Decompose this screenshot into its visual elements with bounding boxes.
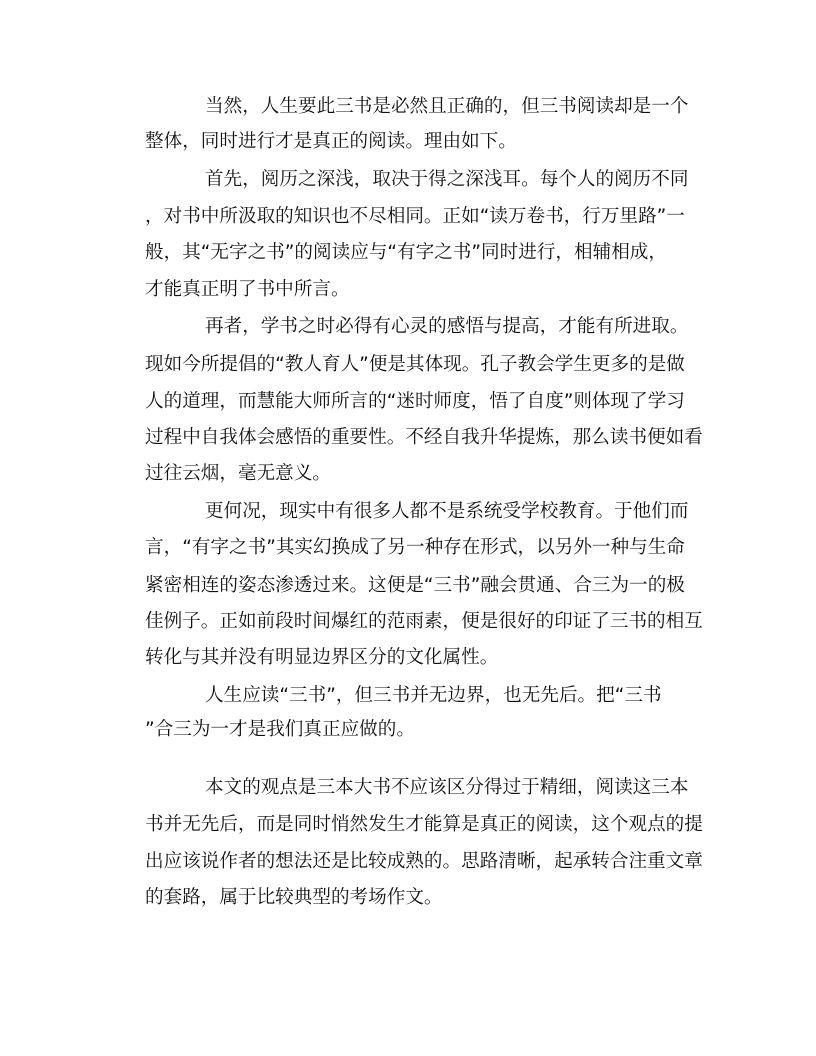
essay-paragraph-2-line-1: 首先，阅历之深浅，取决于得之深浅耳。每个人的阅历不同 xyxy=(205,169,689,190)
essay-paragraph-5-line-1: 人生应读“三书”，但三书并无边界，也无先后。把“三书 xyxy=(205,685,662,706)
essay-paragraph-4-line-5: 转化与其并没有明显边界区分的文化属性。 xyxy=(145,647,499,668)
comment-line-4: 的套路，属于比较典型的考场作文。 xyxy=(145,887,443,908)
essay-paragraph-2-line-4: 才能真正明了书中所言。 xyxy=(145,279,350,300)
essay-paragraph-3-line-5: 过往云烟，毫无意义。 xyxy=(145,463,331,484)
essay-paragraph-3-line-4: 过程中自我体会感悟的重要性。不经自我升华提炼，那么读书便如看 xyxy=(145,427,703,448)
essay-paragraph-2-line-2: ，对书中所汲取的知识也不尽相同。正如“读万卷书，行万里路”一 xyxy=(145,206,685,227)
essay-paragraph-2-line-3: 般，其“无字之书”的阅读应与“有字之书”同时进行，相辅相成， xyxy=(145,242,667,263)
comment-line-1: 本文的观点是三本大书不应该区分得过于精细，阅读这三本 xyxy=(205,777,689,798)
essay-paragraph-1-line-1: 当然，人生要此三书是必然且正确的，但三书阅读却是一个 xyxy=(205,96,689,117)
comment-line-3: 出应该说作者的想法还是比较成熟的。思路清晰，起承转合注重文章 xyxy=(145,851,703,872)
essay-paragraph-1-line-2: 整体，同时进行才是真正的阅读。理由如下。 xyxy=(145,131,517,152)
essay-paragraph-4-line-1: 更何况，现实中有很多人都不是系统受学校教育。于他们而 xyxy=(205,501,689,522)
comment-line-2: 书并无先后，而是同时悄然发生才能算是真正的阅读，这个观点的提 xyxy=(145,814,703,835)
essay-paragraph-4-line-3: 紧密相连的姿态渗透过来。这便是“三书”融会贯通、合三为一的极 xyxy=(145,575,685,596)
essay-paragraph-3-line-3: 人的道理，而慧能大师所言的“迷时师度，悟了自度”则体现了学习 xyxy=(145,391,685,412)
essay-paragraph-3-line-1: 再者，学书之时必得有心灵的感悟与提高，才能有所进取。 xyxy=(205,316,689,337)
essay-paragraph-3-line-2: 现如今所提倡的“教人育人”便是其体现。孔子教会学生更多的是做 xyxy=(145,354,685,375)
essay-paragraph-4-line-2: 言，“有字之书”其实幻换成了另一种存在形式，以另外一种与生命 xyxy=(145,537,685,558)
essay-paragraph-5-line-2: ”合三为一才是我们真正应做的。 xyxy=(145,719,415,740)
essay-paragraph-4-line-4: 佳例子。正如前段时间爆红的范雨素，便是很好的印证了三书的相互 xyxy=(145,611,703,632)
